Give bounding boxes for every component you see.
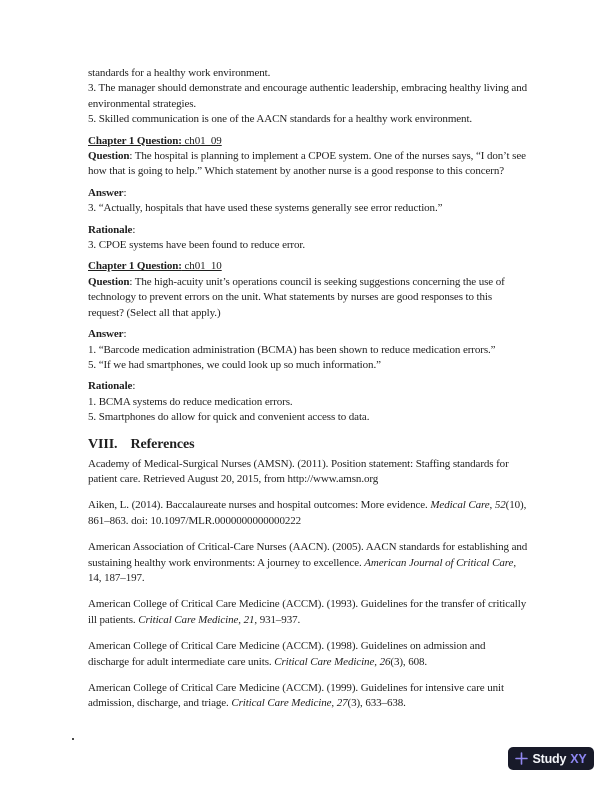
reference-entry — [88, 639, 562, 670]
question-id-heading — [88, 259, 562, 274]
text-run: : — [123, 328, 127, 341]
answer-text — [88, 201, 562, 216]
reference-entry — [88, 540, 562, 586]
text-run: standards for a healthy work environment. — [88, 67, 271, 79]
text-run: Critical Care Medicine — [274, 655, 375, 668]
answer-label — [88, 186, 562, 201]
text-run: , 931–937. — [254, 613, 301, 626]
plus-icon — [515, 752, 528, 765]
text-run: 3. CPOE systems have been found to reduce error. — [88, 239, 305, 252]
text-run: ill patients. — [88, 613, 139, 626]
text-run: , — [513, 556, 516, 569]
text-run: discharge for adult intermediate care units. — [88, 655, 275, 668]
text-run: (10), — [505, 499, 527, 512]
text-run: American Association of Critical-Care Nurses (AACN). (2005). AACN standards for establishing and — [88, 541, 528, 554]
text-run: : — [123, 186, 127, 199]
brand-name-accent: XY — [570, 751, 587, 766]
text-run: American College of Critical Care Medicine (ACCM). (1993). Guidelines for the transfer of critically — [88, 598, 527, 611]
text-run: Rationale — [88, 223, 133, 236]
text-run: request? (Select all that apply.) — [88, 306, 221, 319]
stray-mark — [72, 738, 74, 740]
text-run: 14, 187–197. — [88, 571, 145, 584]
rationale-label — [88, 379, 562, 394]
text-run: 3. The manager should demonstrate and encourage authentic leadership, embracing healthy living and — [88, 82, 528, 95]
text-run: 21 — [243, 613, 255, 626]
text-run: Medical Care — [430, 499, 490, 512]
reference-entry — [88, 498, 562, 529]
text-run: admission, discharge, and triage. — [88, 697, 232, 710]
text-run: 5. Skilled communication is one of the AACN standards for a healthy work environment. — [88, 113, 473, 126]
text-run: (3), 633–638. — [347, 697, 406, 710]
reference-entry — [88, 597, 562, 628]
body-line — [88, 66, 562, 81]
references-heading — [88, 436, 562, 453]
text-run: environmental strategies. — [88, 97, 197, 110]
text-run: Chapter 1 Question: — [88, 134, 182, 147]
text-run: 52 — [494, 499, 506, 512]
text-run: 5. Smartphones do allow for quick and convenient access to data. — [88, 411, 370, 424]
text-run: technology to prevent errors on the unit. What statements by nurses are good responses to this — [88, 291, 493, 304]
body-line — [88, 81, 562, 112]
text-run: 26 — [379, 655, 391, 668]
text-run: Rationale — [88, 380, 133, 393]
text-run: American College of Critical Care Medicine (ACCM). (1998). Guidelines on admission and — [88, 640, 486, 653]
text-run: American Journal of Critical Care — [364, 556, 514, 569]
text-run: Academy of Medical-Surgical Nurses (AMSN). (2011). Position statement: Staffing standards for — [88, 457, 509, 470]
answer-text — [88, 343, 562, 358]
text-run: 1. “Barcode medication administration (BCMA) has been shown to reduce medication errors.” — [88, 343, 496, 356]
text-run: VIII. — [88, 436, 118, 452]
text-run: : The hospital is planning to implement a CPOE system. One of the nurses says, “I don’t see — [129, 150, 526, 163]
text-run: Answer — [88, 328, 124, 341]
text-run: , — [374, 655, 380, 668]
text-run: how that is going to help.” Which statement by another nurse is a good response to this concern? — [88, 165, 505, 178]
text-run: : The high-acuity unit’s operations council is seeking suggestions concerning the use of — [129, 275, 505, 288]
text-run: References — [130, 436, 195, 452]
brand-name-primary: Study — [532, 751, 567, 766]
document-content — [88, 66, 562, 712]
text-run: Critical Care Medicine — [231, 697, 332, 710]
text-run: sustaining healthy work environments: A journey to excellence. — [88, 556, 365, 569]
text-run: (3), 608. — [390, 655, 428, 668]
text-run: American College of Critical Care Medicine (ACCM). (1999). Guidelines for intensive care unit — [88, 682, 504, 694]
rationale-text — [88, 238, 562, 253]
text-run: ch01_10 — [181, 260, 222, 273]
text-run: Question — [88, 275, 130, 288]
text-run: patient care. Retrieved August 20, 2015, from http://www.amsn.org — [88, 472, 379, 485]
question-id-heading — [88, 134, 562, 149]
text-run: , — [238, 613, 244, 626]
text-run: 861–863. doi: 10.1097/MLR.0000000000000222 — [88, 514, 302, 527]
text-run: Chapter 1 Question: — [88, 260, 182, 273]
text-run: Critical Care Medicine — [138, 613, 239, 626]
text-run: 27 — [336, 697, 348, 710]
text-run: ch01_09 — [181, 134, 222, 147]
text-run: Aiken, L. (2014). Baccalaureate nurses and hospital outcomes: More evidence. — [88, 499, 431, 512]
reference-entry — [88, 681, 562, 712]
answer-text — [88, 358, 562, 373]
rationale-text — [88, 395, 562, 410]
answer-label — [88, 327, 562, 342]
question-text — [88, 149, 562, 180]
text-run: : — [132, 380, 136, 393]
question-text — [88, 275, 562, 321]
text-run: 3. “Actually, hospitals that have used these systems generally see error reduction.” — [88, 202, 443, 215]
text-run: , — [489, 499, 495, 512]
text-run: Question — [88, 150, 130, 163]
rationale-text — [88, 410, 562, 425]
text-run: , — [331, 697, 337, 710]
reference-entry — [88, 457, 562, 488]
text-run: 5. “If we had smartphones, we could look up so much information.” — [88, 358, 381, 371]
text-run: Answer — [88, 186, 124, 199]
rationale-label — [88, 223, 562, 238]
brand-badge — [508, 747, 594, 770]
text-run: 1. BCMA systems do reduce medication errors. — [88, 395, 293, 408]
body-line — [88, 112, 562, 127]
text-run: : — [132, 223, 136, 236]
